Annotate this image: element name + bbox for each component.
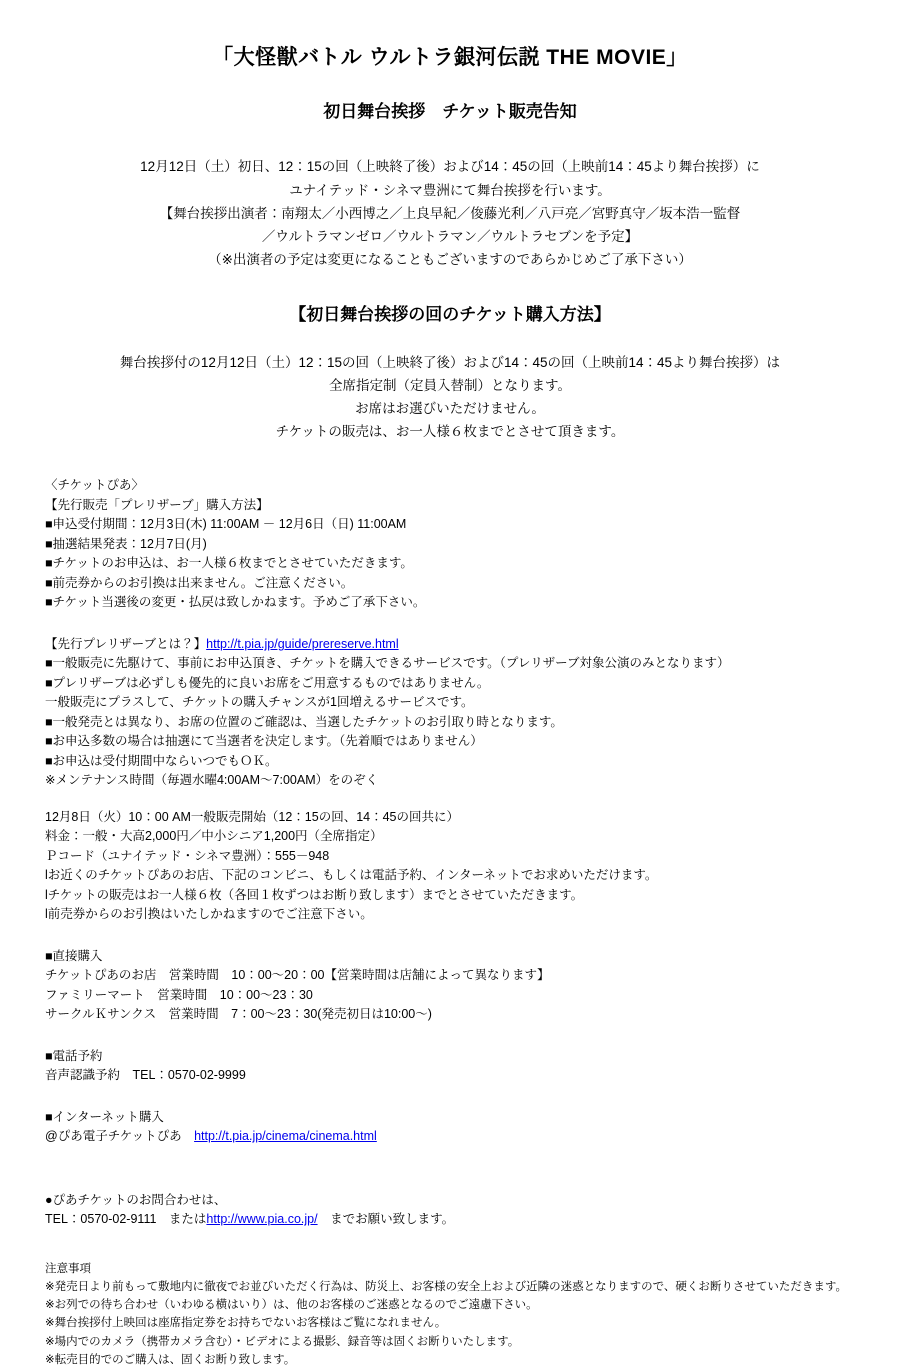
general-sale-item: 12月8日（火）10：00 AM一般販売開始（12：15の回、14：45の回共に） (45, 809, 460, 824)
notes-section (0, 1260, 900, 1369)
general-sale-section (0, 808, 900, 925)
purchase-intro-paragraph (0, 327, 900, 444)
prereserve-item: ■一般発売とは異なり、お席の位置のご確認は、当選したチケットのお引取り時となります。 (45, 714, 563, 729)
prereserve-guide-link[interactable]: http://t.pia.jp/guide/prereserve.html (206, 636, 399, 651)
general-sale-item: lお近くのチケットぴあのお店、下記のコンビニ、もしくは電話予約、インターネットでお求めいただけます。 (45, 868, 658, 883)
general-sale-item: 料金：一般・大高2,000円／中小シニア1,200円（全席指定） (45, 829, 383, 844)
note-item: ※場内でのカメラ（携帯カメラ含む）・ビデオによる撮影、録音等は固くお断りいたします。 (45, 1335, 520, 1348)
presale-item: ■申込受付期間：12月3日(木) 11:00AM － 12月6日（日) 11:00AM (45, 517, 407, 532)
spacer (0, 613, 900, 635)
note-item: ※舞台挨拶付上映回は座席指定券をお持ちでないお客様はご覧になれません。 (45, 1317, 447, 1330)
internet-purchase-line (45, 1127, 880, 1147)
contact-line (45, 1210, 880, 1230)
page-subtitle: 初日舞台挨拶 チケット販売告知 (323, 102, 577, 122)
intro-line: 【舞台挨拶出演者：南翔太／小西博之／上良早紀／俊藤光利／八戸亮／宮野真守／坂本浩一監督 (159, 205, 741, 221)
direct-purchase-section (0, 947, 900, 1025)
direct-purchase-item: チケットぴあのお店 営業時間 10：00～20：00【営業時間は店舗によって異なります】 (45, 968, 550, 983)
purchase-intro-line: 全席指定制（定員入替制）となります。 (329, 377, 571, 393)
spacer (0, 1177, 900, 1191)
ticket-pia-section (0, 443, 900, 613)
presale-item: ■前売券からのお引換は出来ません。ご注意ください。 (45, 575, 354, 590)
note-item: ※転売目的でのご購入は、固くお断り致します。 (45, 1353, 296, 1366)
intro-line: （※出演者の予定は変更になることもございますのであらかじめご了承下さい） (208, 252, 692, 268)
prereserve-item: ※メンテナンス時間（毎週水曜4:00AM～7:00AM）をのぞく (45, 773, 379, 788)
prereserve-item: ■一般販売に先駆けて、事前にお申込頂き、チケットを購入できるサービスです。（プレリザーブ対象公演のみとなります） (45, 656, 730, 671)
phone-reservation-heading: ■電話予約 (45, 1048, 103, 1063)
general-sale-item: lチケットの販売はお一人様６枚（各回１枚ずつはお断り致します）までとさせていただきます。 (45, 887, 584, 902)
prereserve-question-line (45, 635, 880, 655)
direct-purchase-item: ファミリーマート 営業時間 10：00～23：30 (45, 987, 313, 1002)
contact-tel: TEL：0570-02-9111 または (45, 1212, 207, 1227)
phone-reservation-item: 音声認識予約 TEL：0570-02-9999 (45, 1068, 246, 1083)
spacer (0, 1025, 900, 1047)
purchase-method-heading: 【初日舞台挨拶の回のチケット購入方法】 (289, 305, 611, 325)
intro-line: ユナイテッド・シネマ豊洲にて舞台挨拶を行います。 (289, 182, 611, 198)
prereserve-item: ■お申込多数の場合は抽選にて当選者を決定します。（先着順ではありません） (45, 734, 483, 749)
spacer (0, 791, 900, 808)
presale-item: ■チケットのお申込は、お一人様６枚までとさせていただきます。 (45, 556, 413, 571)
spacer (0, 1147, 900, 1177)
purchase-intro-line: 舞台挨拶付の12月12日（土）12：15の回（上映終了後）および14：45の回（上映前14：45より舞台挨拶）は (119, 354, 781, 370)
spacer (0, 925, 900, 947)
presale-item: ■チケット当選後の変更・払戻は致しかねます。予めご了承下さい。 (45, 595, 426, 610)
intro-line: ／ウルトラマンゼロ／ウルトラマン／ウルトラセブンを予定】 (261, 229, 639, 245)
intro-paragraph (0, 123, 900, 271)
presale-heading: 【先行販売「プレリザーブ」購入方法】 (45, 497, 269, 512)
ticket-pia-header: 〈チケットぴあ〉 (45, 478, 144, 493)
prereserve-question-label: 【先行プレリザーブとは？】 (45, 636, 207, 651)
note-item: ※発売日より前もって敷地内に徹夜でお並びいただく行為は、防災上、お客様の安全上および近隣の迷惑となりますので、硬くお断りさせていただきます。 (45, 1281, 847, 1294)
contact-section (0, 1191, 900, 1230)
internet-purchase-section (0, 1108, 900, 1147)
prereserve-item: 一般販売にプラスして、チケットの購入チャンスが1回増えるサービスです。 (45, 695, 474, 710)
general-sale-item: Ｐコード（ユナイテッド・シネマ豊洲）：555－948 (45, 848, 330, 863)
prereserve-item: ■お申込は受付期間中ならいつでもＯＫ。 (45, 753, 278, 768)
direct-purchase-item: サークルＫサンクス 営業時間 7：00～23：30(発売初日は10:00～) (45, 1007, 432, 1022)
pia-homepage-link[interactable]: http://www.pia.co.jp/ (206, 1212, 318, 1227)
page-title: 「大怪獣バトル ウルトラ銀河伝説 THE MOVIE」 (212, 46, 688, 69)
general-sale-item: l前売券からのお引換はいたしかねますのでご注意下さい。 (45, 907, 373, 922)
direct-purchase-heading: ■直接購入 (45, 948, 103, 963)
internet-purchase-heading: ■インターネット購入 (45, 1109, 164, 1124)
spacer (0, 1230, 900, 1260)
purchase-intro-line: チケットの販売は、お一人様６枚までとさせて頂きます。 (275, 424, 625, 440)
contact-heading: ●ぴあチケットのお問合わせは、 (45, 1192, 227, 1207)
cinema-ticket-link[interactable]: http://t.pia.jp/cinema/cinema.html (194, 1129, 377, 1144)
purchase-intro-line: お席はお選びいただけません。 (355, 401, 545, 417)
presale-item: ■抽選結果発表：12月7日(月) (45, 536, 207, 551)
internet-purchase-label: @ぴあ電子チケットぴあ (45, 1129, 195, 1144)
spacer (0, 1086, 900, 1108)
notes-title: 注意事項 (45, 1262, 91, 1275)
prereserve-section (0, 635, 900, 791)
note-item: ※お列での待ち合わせ（いわゆる横はいり）は、他のお客様のご迷惑となるのでご遠慮下さい。 (45, 1299, 538, 1312)
contact-suffix: までお願い致します。 (317, 1212, 455, 1227)
phone-reservation-section (0, 1047, 900, 1086)
intro-line: 12月12日（土）初日、12：15の回（上映終了後）および14：45の回（上映前14：45より舞台挨拶）に (140, 159, 760, 175)
prereserve-item: ■プレリザーブは必ずしも優先的に良いお席をご用意するものではありません。 (45, 675, 490, 690)
